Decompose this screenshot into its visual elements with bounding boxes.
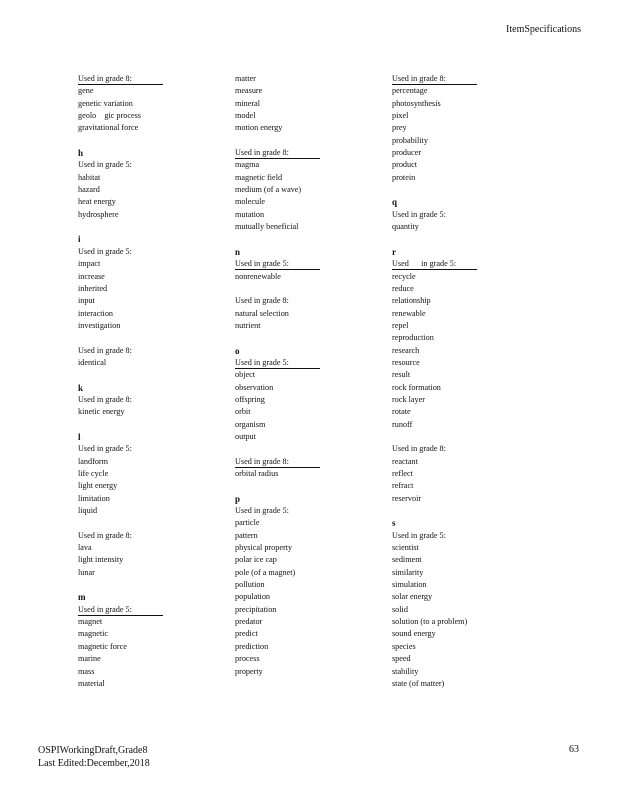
glossary-term: refract (392, 481, 414, 491)
glossary-term: mutually beneficial (235, 222, 299, 232)
page-header-title: ItemSpecifications (506, 24, 581, 35)
section-letter-heading: s (392, 518, 396, 529)
glossary-term: population (235, 592, 271, 602)
spacer (235, 443, 385, 455)
spacer (78, 135, 228, 147)
glossary-term: genetic variation (78, 98, 133, 108)
grade-subheading-row (78, 73, 228, 85)
spacer (392, 505, 542, 517)
glossary-term: relationship (392, 296, 431, 306)
spacer (235, 135, 385, 147)
glossary-term: magnetic (78, 629, 109, 639)
glossary-term: protein (392, 172, 416, 182)
grade-subheading-row (235, 147, 385, 159)
glossary-term: runoff (392, 419, 413, 429)
glossary-term: solution (to a problem) (392, 617, 468, 627)
grade-subheading: Used in grade 5: (78, 160, 132, 170)
glossary-term: rock layer (392, 394, 425, 404)
grade-subheading: Used in grade 5: (78, 444, 132, 454)
glossary-term: probability (392, 135, 428, 145)
spacer (392, 233, 542, 245)
spacer (392, 184, 542, 196)
spacer (392, 431, 542, 443)
grade-subheading-row (392, 443, 542, 455)
glossary-term: nonrenewable (235, 271, 281, 281)
glossary-term: object (235, 370, 256, 380)
glossary-term: polar ice cap (235, 555, 277, 565)
grade-subheading: Used in grade 5: (78, 246, 132, 256)
spacer (235, 283, 385, 295)
glossary-term: sediment (392, 555, 422, 565)
spacer (78, 221, 228, 233)
spacer (78, 579, 228, 591)
glossary-term: pollution (235, 580, 265, 590)
spacer (78, 419, 228, 431)
glossary-term: heat energy (78, 197, 116, 207)
glossary-term: magnetic field (235, 172, 283, 182)
grade-subheading-row (78, 604, 228, 616)
grade-subheading-row (78, 394, 228, 406)
grade-subheading-row (235, 258, 385, 270)
glossary-term: pattern (235, 530, 258, 540)
grade-subheading: Used in grade 8: (392, 74, 477, 85)
grade-subheading-row (235, 505, 385, 517)
glossary-term: simulation (392, 580, 427, 590)
glossary-term: pole (of a magnet) (235, 567, 296, 577)
grade-subheading: Used in grade 8: (392, 444, 446, 454)
glossary-term: magnetic force (78, 641, 127, 651)
grade-subheading: Used in grade 8: (78, 530, 132, 540)
glossary-term: mineral (235, 98, 261, 108)
glossary-term: interaction (78, 308, 114, 318)
grade-subheading-row (78, 159, 228, 171)
section-letter-heading: p (235, 493, 241, 504)
grade-subheading: Used in grade 8: (235, 457, 320, 468)
grade-subheading-row (78, 246, 228, 258)
section-letter-heading: r (392, 246, 396, 257)
glossary-term: increase (78, 271, 105, 281)
grade-subheading-row (392, 73, 542, 85)
grade-subheading-row (392, 530, 542, 542)
grade-subheading: Used in grade 5: (392, 259, 477, 270)
section-letter-heading: n (235, 246, 241, 257)
glossary-column-1 (78, 73, 228, 690)
glossary-term: nutrient (235, 320, 261, 330)
grade-subheading-row (78, 530, 228, 542)
glossary-term: liquid (78, 506, 98, 516)
grade-subheading: Used in grade 5: (392, 530, 446, 540)
glossary-term: magma (235, 160, 260, 170)
glossary-term: mutation (235, 209, 265, 219)
footer-edited-label: Last Edited:December,2018 (38, 758, 150, 769)
glossary-term: geolo gic process (78, 111, 141, 121)
glossary-term: measure (235, 86, 263, 96)
spacer (78, 517, 228, 529)
glossary-term: marine (78, 654, 101, 664)
glossary-term: model (235, 111, 256, 121)
glossary-term: medium (of a wave) (235, 185, 302, 195)
glossary-term: rotate (392, 407, 411, 417)
section-letter-heading: l (78, 431, 81, 442)
glossary-term: kinetic energy (78, 407, 125, 417)
glossary-term: stability (392, 666, 419, 676)
glossary-term: repel (392, 320, 409, 330)
glossary-term: magnet (78, 617, 103, 627)
glossary-column-2 (235, 73, 385, 678)
glossary-term: inherited (78, 283, 108, 293)
glossary-term: species (392, 641, 416, 651)
glossary-term: light intensity (78, 555, 124, 565)
glossary-term: investigation (78, 320, 121, 330)
glossary-column-3 (392, 73, 542, 690)
glossary-term: lava (78, 543, 92, 553)
grade-subheading-row (235, 357, 385, 369)
section-letter-heading: k (78, 382, 84, 393)
grade-subheading-row (78, 443, 228, 455)
grade-subheading-row (235, 295, 385, 307)
spacer (235, 332, 385, 344)
grade-subheading: Used in grade 5: (235, 259, 320, 270)
glossary-term: quantity (392, 222, 419, 232)
glossary-term: photosynthesis (392, 98, 441, 108)
grade-subheading: Used in grade 5: (392, 209, 446, 219)
glossary-term: recycle (392, 271, 416, 281)
glossary-term: property (235, 666, 263, 676)
grade-subheading: Used in grade 5: (235, 358, 320, 369)
glossary-term: reservoir (392, 493, 422, 503)
glossary-term: scientist (392, 543, 419, 553)
glossary-term: limitation (78, 493, 110, 503)
grade-subheading-row (235, 456, 385, 468)
glossary-term: product (392, 160, 418, 170)
glossary-term: motion energy (235, 123, 283, 133)
grade-subheading: Used in grade 5: (78, 605, 163, 616)
glossary-term: solar energy (392, 592, 433, 602)
glossary-term: research (392, 345, 420, 355)
grade-subheading: Used in grade 8: (235, 148, 320, 159)
spacer (78, 332, 228, 344)
glossary-term: life cycle (78, 469, 109, 478)
footer-document-info (38, 744, 150, 770)
section-letter-heading: m (78, 592, 86, 603)
section-letter-heading: h (78, 148, 84, 159)
glossary-term: reduce (392, 283, 414, 293)
glossary-term: solid (392, 604, 408, 614)
spacer (235, 233, 385, 245)
glossary-term: hydrosphere (78, 209, 119, 219)
glossary-term: physical property (235, 543, 293, 553)
glossary-term: prey (392, 123, 407, 133)
glossary-term: lunar (78, 567, 95, 577)
glossary-term: reproduction (392, 333, 434, 343)
glossary-term: predator (235, 617, 263, 627)
glossary-term: offspring (235, 394, 265, 404)
glossary-term: renewable (392, 308, 426, 318)
glossary-term: identical (78, 357, 107, 367)
glossary-term: habitat (78, 172, 101, 182)
glossary-term: gene (78, 86, 94, 96)
grade-subheading: Used in grade 8: (78, 394, 132, 404)
grade-subheading-row (392, 209, 542, 221)
section-letter-heading: o (235, 345, 240, 356)
grade-subheading: Used in grade 8: (235, 296, 289, 306)
section-letter-heading: i (78, 234, 81, 245)
spacer (235, 480, 385, 492)
glossary-term: prediction (235, 641, 269, 651)
glossary-term: predict (235, 629, 258, 639)
glossary-term: reflect (392, 469, 413, 478)
glossary-term: pixel (392, 111, 409, 121)
glossary-term: material (78, 678, 105, 688)
glossary-term: organism (235, 419, 266, 429)
grade-subheading-row (78, 345, 228, 357)
glossary-term: rock formation (392, 382, 441, 392)
glossary-term: state (of matter) (392, 678, 445, 688)
grade-subheading: Used in grade 8: (78, 345, 132, 355)
grade-subheading: Used in grade 8: (78, 74, 163, 85)
glossary-term: result (392, 370, 411, 380)
glossary-term: precipitation (235, 604, 277, 614)
glossary-term: molecule (235, 197, 266, 207)
glossary-term: producer (392, 148, 422, 158)
section-letter-heading: q (392, 197, 398, 208)
glossary-term: resource (392, 357, 420, 367)
glossary-term: reactant (392, 456, 418, 466)
grade-subheading-row (392, 258, 542, 270)
glossary-term: hazard (78, 185, 100, 195)
footer-draft-label: OSPIWorkingDraft,Grade8 (38, 745, 148, 756)
glossary-term: particle (235, 518, 260, 528)
glossary-term: natural selection (235, 308, 289, 318)
glossary-term: input (78, 296, 95, 306)
glossary-term: process (235, 654, 260, 664)
glossary-term: output (235, 431, 256, 441)
page-number: 63 (569, 744, 579, 755)
glossary-term: matter (235, 74, 256, 83)
glossary-term: orbital radius (235, 469, 279, 478)
glossary-term: mass (78, 666, 95, 676)
glossary-term: landform (78, 456, 109, 466)
glossary-term: speed (392, 654, 411, 664)
spacer (78, 369, 228, 381)
grade-subheading: Used in grade 5: (235, 506, 289, 516)
glossary-term: sound energy (392, 629, 436, 639)
glossary-term: gravitational force (78, 123, 139, 133)
glossary-term: impact (78, 259, 101, 269)
glossary-term: light energy (78, 481, 118, 491)
glossary-term: percentage (392, 86, 428, 96)
glossary-term: observation (235, 382, 274, 392)
glossary-term: similarity (392, 567, 424, 577)
glossary-term: orbit (235, 407, 251, 417)
